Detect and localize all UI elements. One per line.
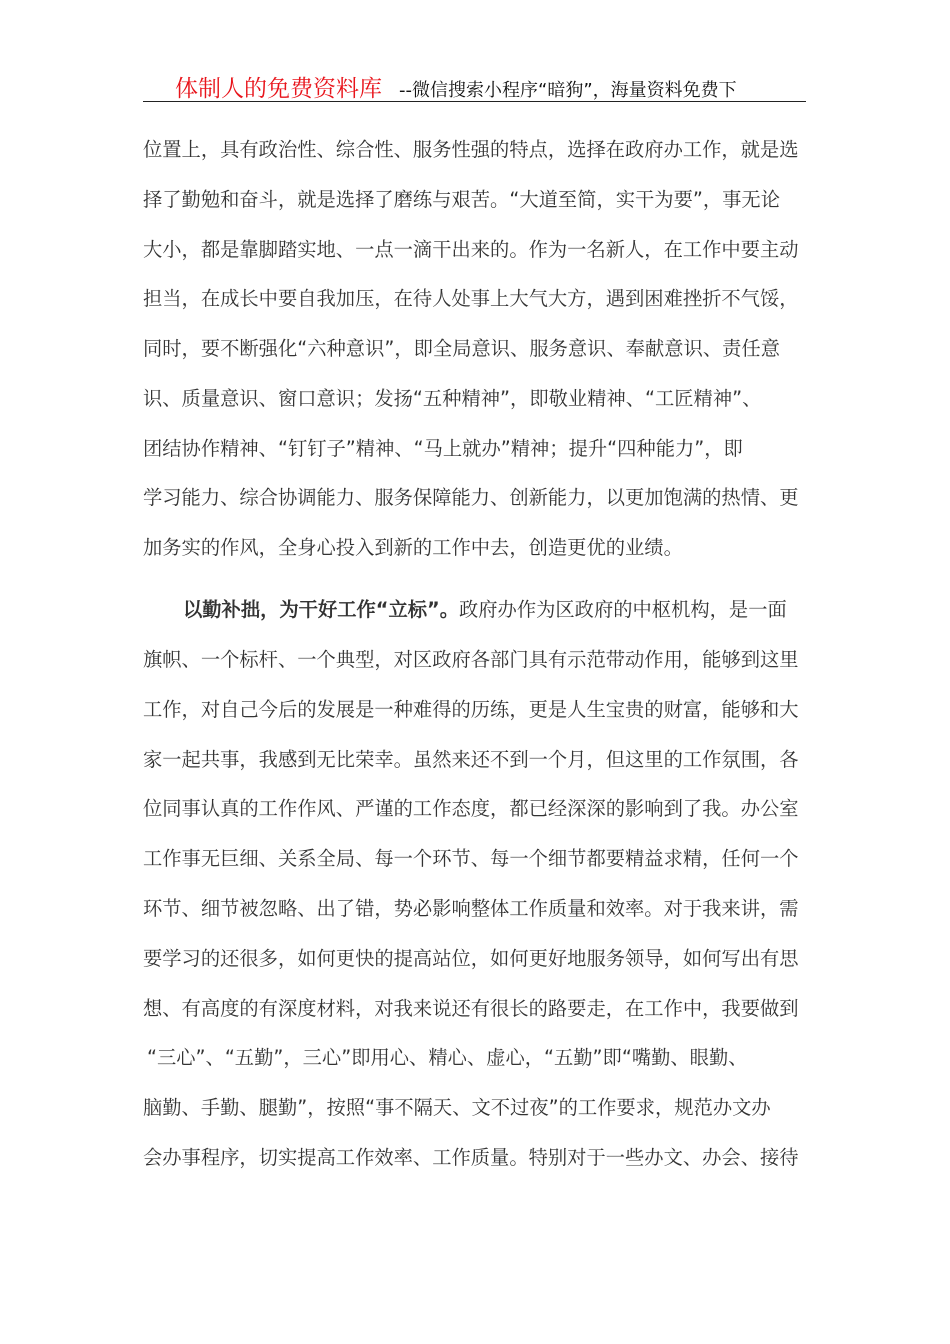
text-line: 工作事无巨细、关系全局、每一个环节、每一个细节都要精益求精，任何一个 <box>143 847 799 871</box>
text-line: 会办事程序，切实提高工作效率、工作质量。特别对于一些办文、办会、接待 <box>143 1146 799 1169</box>
text-line: “三心”、“五勤”，三心”即用心、精心、虚心，“五勤”即“嘴勤、眼勤、 <box>147 1046 748 1070</box>
text-line: 学习能力、综合协调能力、服务保障能力、创新能力，以更加饱满的热情、更 <box>143 486 799 510</box>
paragraph-2-heading: 以勤补拙，为干好工作“立标”。 <box>183 598 459 621</box>
text-line: 团结协作精神、“钉钉子”精神、“马上就办”精神；提升“四种能力”，即 <box>143 436 743 460</box>
page-header <box>143 68 806 102</box>
text-line: 同时，要不断强化“六种意识”，即全局意识、服务意识、奉献意识、责任意 <box>143 337 780 360</box>
header-slogan: --微信搜索小程序“暗狗”，海量资料免费下 <box>399 80 737 101</box>
text-line: 识、质量意识、窗口意识；发扬“五种精神”，即敬业精神、“工匠精神”、 <box>143 386 762 410</box>
text-line: 担当，在成长中要自我加压，在待人处事上大气大方，遇到困难挫折不气馁， <box>143 287 799 311</box>
text-line: 想、有高度的有深度材料，对我来说还有很长的路要走，在工作中，我要做到 <box>143 996 799 1020</box>
paragraph-2-first-line <box>183 598 787 622</box>
text-line: 环节、细节被忽略、出了错，势必影响整体工作质量和效率。对于我来讲，需 <box>143 897 799 920</box>
text-line: 位同事认真的工作作风、严谨的工作态度，都已经深深的影响到了我。办公室 <box>143 797 799 821</box>
text-line: 择了勤勉和奋斗，就是选择了磨练与艰苦。“大道至简，实干为要”，事无论 <box>143 187 780 211</box>
text-line: 加务实的作风，全身心投入到新的工作中去，创造更优的业绩。 <box>143 536 683 559</box>
text-line: 要学习的还很多，如何更快的提高站位，如何更好地服务领导，如何写出有思 <box>143 946 799 970</box>
paragraph-2-first-line-text: 政府办作为区政府的中枢机构，是一面 <box>459 598 787 621</box>
header-brand: 体制人的免费资料库 <box>175 76 382 102</box>
text-line: 脑勤、手勤、腿勤”，按照“事不隔天、文不过夜”的工作要求，规范办文办 <box>143 1096 771 1120</box>
text-line: 大小，都是靠脚踏实地、一点一滴干出来的。作为一名新人，在工作中要主动 <box>143 237 799 261</box>
text-line: 位置上，具有政治性、综合性、服务性强的特点，选择在政府办工作，就是选 <box>143 138 799 161</box>
text-line: 旗帜、一个标杆、一个典型，对区政府各部门具有示范带动作用，能够到这里 <box>143 648 799 671</box>
text-line: 工作，对自己今后的发展是一种难得的历练，更是人生宝贵的财富，能够和大 <box>143 697 799 721</box>
text-line: 家一起共事，我感到无比荣幸。虽然来还不到一个月，但这里的工作氛围，各 <box>143 747 799 771</box>
